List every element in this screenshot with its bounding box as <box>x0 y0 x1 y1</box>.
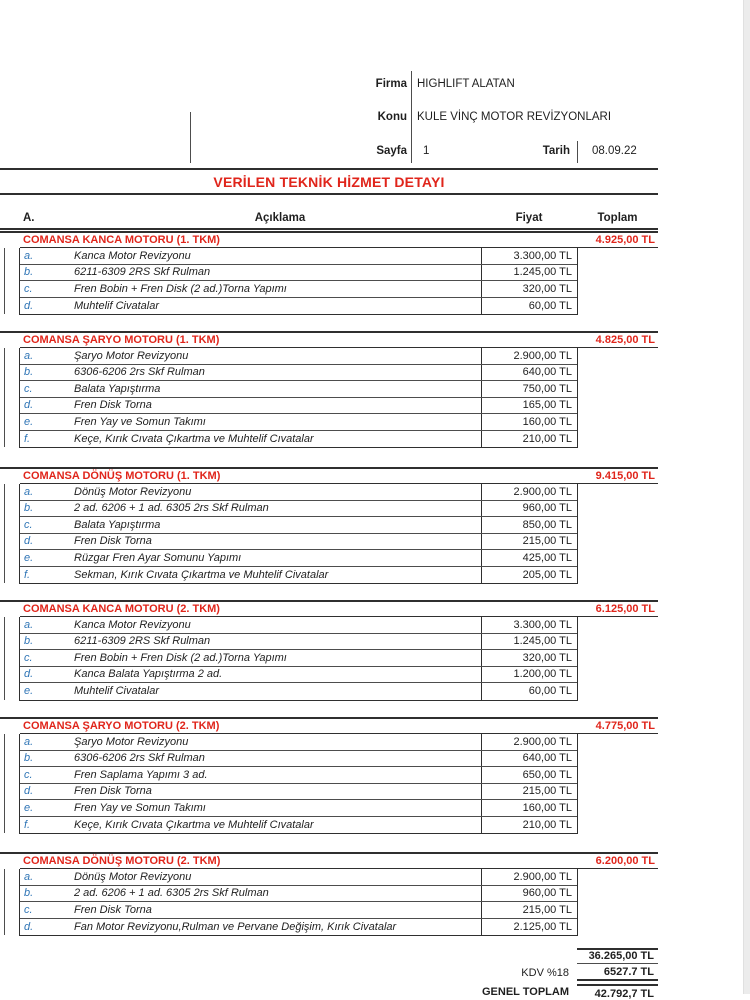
item-price: 215,00 TL <box>481 902 577 918</box>
item-price: 60,00 TL <box>481 683 577 700</box>
item-description: Dönüş Motor Revizyonu <box>74 485 192 498</box>
section-name: COMANSA ŞARYO MOTORU (2. TKM) <box>23 720 220 732</box>
column-header-aciklama: Açıklama <box>254 212 306 224</box>
item-row <box>20 550 577 567</box>
item-row <box>20 348 577 365</box>
section-name: COMANSA ŞARYO MOTORU (1. TKM) <box>23 334 220 346</box>
grand-total-row <box>0 984 658 1000</box>
item-row <box>20 751 577 768</box>
item-row <box>20 667 577 684</box>
item-description: Fren Saplama Yapımı 3 ad. <box>74 768 208 781</box>
item-price: 3.300,00 TL <box>481 617 577 633</box>
page-title: VERİLEN TEKNİK HİZMET DETAYI <box>213 173 445 190</box>
item-letter: f. <box>24 818 31 831</box>
item-description: 6211-6309 2RS Skf Rulman <box>74 266 211 279</box>
item-description: Balata Yapıştırma <box>74 382 161 395</box>
item-description: Fren Yay ve Somun Takımı <box>74 415 206 428</box>
item-description: 2 ad. 6206 + 1 ad. 6305 2rs Skf Rulman <box>74 502 269 515</box>
item-letter: f. <box>24 568 31 581</box>
item-row <box>20 534 577 551</box>
item-description: Fan Motor Revizyonu,Rulman ve Pervane Değişim, Kırık Civatalar <box>74 920 397 933</box>
left-margin-line <box>4 869 5 935</box>
item-row <box>20 501 577 518</box>
item-letter: a. <box>24 249 34 262</box>
item-description: Fren Bobin + Fren Disk (2 ad.)Torna Yapımı <box>74 282 287 295</box>
sayfa-label: Sayfa <box>376 145 407 157</box>
item-price: 2.900,00 TL <box>481 734 577 750</box>
item-price: 1.245,00 TL <box>481 265 577 281</box>
column-header-toplam: Toplam <box>597 212 638 224</box>
item-letter: b. <box>24 502 34 515</box>
section-total: 9.415,00 TL <box>595 470 655 482</box>
item-description: Muhtelif Civatalar <box>74 299 159 312</box>
page-edge-strip <box>743 0 750 994</box>
section-total: 4.825,00 TL <box>595 334 655 346</box>
sayfa-value: 1 <box>423 145 430 157</box>
service-section <box>0 467 658 584</box>
section-header-row <box>20 602 658 617</box>
item-letter: d. <box>24 920 34 933</box>
firma-value: HIGHLIFT ALATAN <box>417 78 515 90</box>
item-row <box>20 567 577 584</box>
item-description: Dönüş Motor Revizyonu <box>74 870 192 883</box>
section-items <box>19 617 578 701</box>
item-letter: d. <box>24 299 34 312</box>
left-margin-line <box>4 617 5 700</box>
item-description: Muhtelif Civatalar <box>74 685 159 698</box>
item-row <box>20 734 577 751</box>
item-description: Balata Yapıştırma <box>74 518 161 531</box>
item-price: 3.300,00 TL <box>481 248 577 264</box>
item-row <box>20 298 577 315</box>
item-description: Rüzgar Fren Ayar Somunu Yapımı <box>74 551 242 564</box>
item-price: 2.900,00 TL <box>481 484 577 500</box>
table-column-headers <box>0 195 658 230</box>
item-row <box>20 784 577 801</box>
item-description: 6306-6206 2rs Skf Rulman <box>74 752 205 765</box>
section-total: 6.200,00 TL <box>595 855 655 867</box>
item-price: 1.200,00 TL <box>481 667 577 683</box>
item-row <box>20 381 577 398</box>
item-description: Kanca Balata Yapıştırma 2 ad. <box>74 668 223 681</box>
section-items <box>19 869 578 936</box>
item-price: 960,00 TL <box>481 886 577 902</box>
column-header-fiyat: Fiyat <box>515 212 543 224</box>
item-row <box>20 365 577 382</box>
item-price: 425,00 TL <box>481 550 577 566</box>
item-row <box>20 683 577 700</box>
service-section <box>0 331 658 448</box>
item-description: Şaryo Motor Revizyonu <box>74 735 189 748</box>
totals-block <box>0 948 658 1000</box>
item-price: 215,00 TL <box>481 784 577 800</box>
item-letter: a. <box>24 618 34 631</box>
item-row <box>20 800 577 817</box>
section-total: 4.775,00 TL <box>595 720 655 732</box>
item-row <box>20 886 577 903</box>
item-description: 6211-6309 2RS Skf Rulman <box>74 635 211 648</box>
item-description: Şaryo Motor Revizyonu <box>74 349 189 362</box>
item-price: 650,00 TL <box>481 767 577 783</box>
item-letter: a. <box>24 485 34 498</box>
section-items <box>19 734 578 834</box>
item-description: Fren Yay ve Somun Takımı <box>74 801 206 814</box>
item-row <box>20 919 577 936</box>
item-letter: b. <box>24 366 34 379</box>
service-section <box>0 717 658 834</box>
item-letter: c. <box>24 651 33 664</box>
section-total: 4.925,00 TL <box>595 234 655 246</box>
item-price: 640,00 TL <box>481 365 577 381</box>
item-description: Keçe, Kırık Cıvata Çıkartma ve Muhtelif Cıvatalar <box>74 818 314 831</box>
item-row <box>20 817 577 834</box>
item-row <box>20 767 577 784</box>
subtotal-row <box>0 948 658 964</box>
item-letter: d. <box>24 668 34 681</box>
item-letter: c. <box>24 382 33 395</box>
left-margin-line <box>4 734 5 833</box>
konu-label: Konu <box>377 111 407 123</box>
item-row <box>20 869 577 886</box>
item-letter: c. <box>24 768 33 781</box>
konu-value: KULE VİNÇ MOTOR REVİZYONLARI <box>417 111 612 123</box>
item-row <box>20 248 577 265</box>
left-margin-line <box>4 248 5 314</box>
item-price: 165,00 TL <box>481 398 577 414</box>
section-name: COMANSA DÖNÜŞ MOTORU (1. TKM) <box>23 470 221 482</box>
left-margin-line <box>4 484 5 583</box>
item-row <box>20 517 577 534</box>
document-header <box>0 0 750 168</box>
tarih-value: 08.09.22 <box>592 145 637 157</box>
service-section <box>0 231 658 315</box>
item-price: 1.245,00 TL <box>481 634 577 650</box>
service-section <box>0 852 658 936</box>
item-row <box>20 265 577 282</box>
grand-total-value: 42.792,7 TL <box>577 984 658 1000</box>
item-description: Fren Disk Torna <box>74 903 152 916</box>
section-header-row <box>20 719 658 734</box>
item-description: Fren Disk Torna <box>74 785 152 798</box>
section-name: COMANSA KANCA MOTORU (2. TKM) <box>23 603 220 615</box>
service-section <box>0 600 658 701</box>
item-letter: b. <box>24 266 34 279</box>
item-row <box>20 617 577 634</box>
section-name: COMANSA DÖNÜŞ MOTORU (2. TKM) <box>23 855 221 867</box>
kdv-value: 6527.7 TL <box>577 964 658 981</box>
kdv-label: KDV %18 <box>521 966 569 979</box>
item-letter: c. <box>24 282 33 295</box>
item-price: 960,00 TL <box>481 501 577 517</box>
item-letter: c. <box>24 518 33 531</box>
item-row <box>20 634 577 651</box>
firma-label: Firma <box>375 78 407 90</box>
item-letter: e. <box>24 685 34 698</box>
item-price: 210,00 TL <box>481 817 577 834</box>
item-letter: e. <box>24 415 34 428</box>
item-price: 640,00 TL <box>481 751 577 767</box>
item-description: Keçe, Kırık Cıvata Çıkartma ve Muhtelif Cıvatalar <box>74 432 314 445</box>
grand-total-label: GENEL TOPLAM <box>482 986 569 998</box>
left-margin-line <box>4 348 5 447</box>
item-letter: a. <box>24 870 34 883</box>
item-price: 205,00 TL <box>481 567 577 584</box>
item-price: 60,00 TL <box>481 298 577 315</box>
section-header-row <box>20 233 658 248</box>
section-header-row <box>20 469 658 484</box>
item-price: 215,00 TL <box>481 534 577 550</box>
subtotal-value: 36.265,00 TL <box>577 948 658 964</box>
item-price: 850,00 TL <box>481 517 577 533</box>
item-price: 750,00 TL <box>481 381 577 397</box>
item-price: 160,00 TL <box>481 414 577 430</box>
item-description: 6306-6206 2rs Skf Rulman <box>74 366 205 379</box>
section-items <box>19 248 578 315</box>
item-letter: a. <box>24 735 34 748</box>
item-letter: e. <box>24 551 34 564</box>
item-description: Kanca Motor Revizyonu <box>74 249 191 262</box>
item-description: Fren Disk Torna <box>74 535 152 548</box>
item-letter: d. <box>24 399 34 412</box>
item-description: Sekman, Kırık Cıvata Çıkartma ve Muhtelif Civatalar <box>74 568 329 581</box>
item-price: 2.900,00 TL <box>481 348 577 364</box>
item-price: 2.125,00 TL <box>481 919 577 936</box>
item-letter: d. <box>24 535 34 548</box>
item-letter: b. <box>24 752 34 765</box>
item-letter: f. <box>24 432 31 445</box>
column-header-a: A. <box>23 212 35 224</box>
item-description: Fren Disk Torna <box>74 399 152 412</box>
divider-line <box>411 71 412 163</box>
item-letter: a. <box>24 349 34 362</box>
section-total: 6.125,00 TL <box>595 603 655 615</box>
item-price: 160,00 TL <box>481 800 577 816</box>
item-price: 320,00 TL <box>481 650 577 666</box>
item-letter: b. <box>24 887 34 900</box>
section-items <box>19 484 578 584</box>
item-price: 320,00 TL <box>481 281 577 297</box>
item-letter: d. <box>24 785 34 798</box>
item-price: 210,00 TL <box>481 431 577 448</box>
item-row <box>20 281 577 298</box>
item-row <box>20 398 577 415</box>
divider-line <box>577 141 578 163</box>
section-items <box>19 348 578 448</box>
item-row <box>20 414 577 431</box>
section-header-row <box>20 854 658 869</box>
item-letter: c. <box>24 903 33 916</box>
item-description: Kanca Motor Revizyonu <box>74 618 191 631</box>
divider-line <box>190 112 191 163</box>
kdv-row <box>0 964 658 981</box>
item-row <box>20 431 577 448</box>
item-price: 2.900,00 TL <box>481 869 577 885</box>
item-row <box>20 484 577 501</box>
section-header-row <box>20 333 658 348</box>
item-letter: e. <box>24 801 34 814</box>
item-description: Fren Bobin + Fren Disk (2 ad.)Torna Yapımı <box>74 651 287 664</box>
tarih-label: Tarih <box>542 145 570 157</box>
item-letter: b. <box>24 635 34 648</box>
item-description: 2 ad. 6206 + 1 ad. 6305 2rs Skf Rulman <box>74 887 269 900</box>
sections <box>0 231 658 936</box>
section-name: COMANSA KANCA MOTORU (1. TKM) <box>23 234 220 246</box>
item-row <box>20 902 577 919</box>
title-band <box>0 168 658 195</box>
item-row <box>20 650 577 667</box>
